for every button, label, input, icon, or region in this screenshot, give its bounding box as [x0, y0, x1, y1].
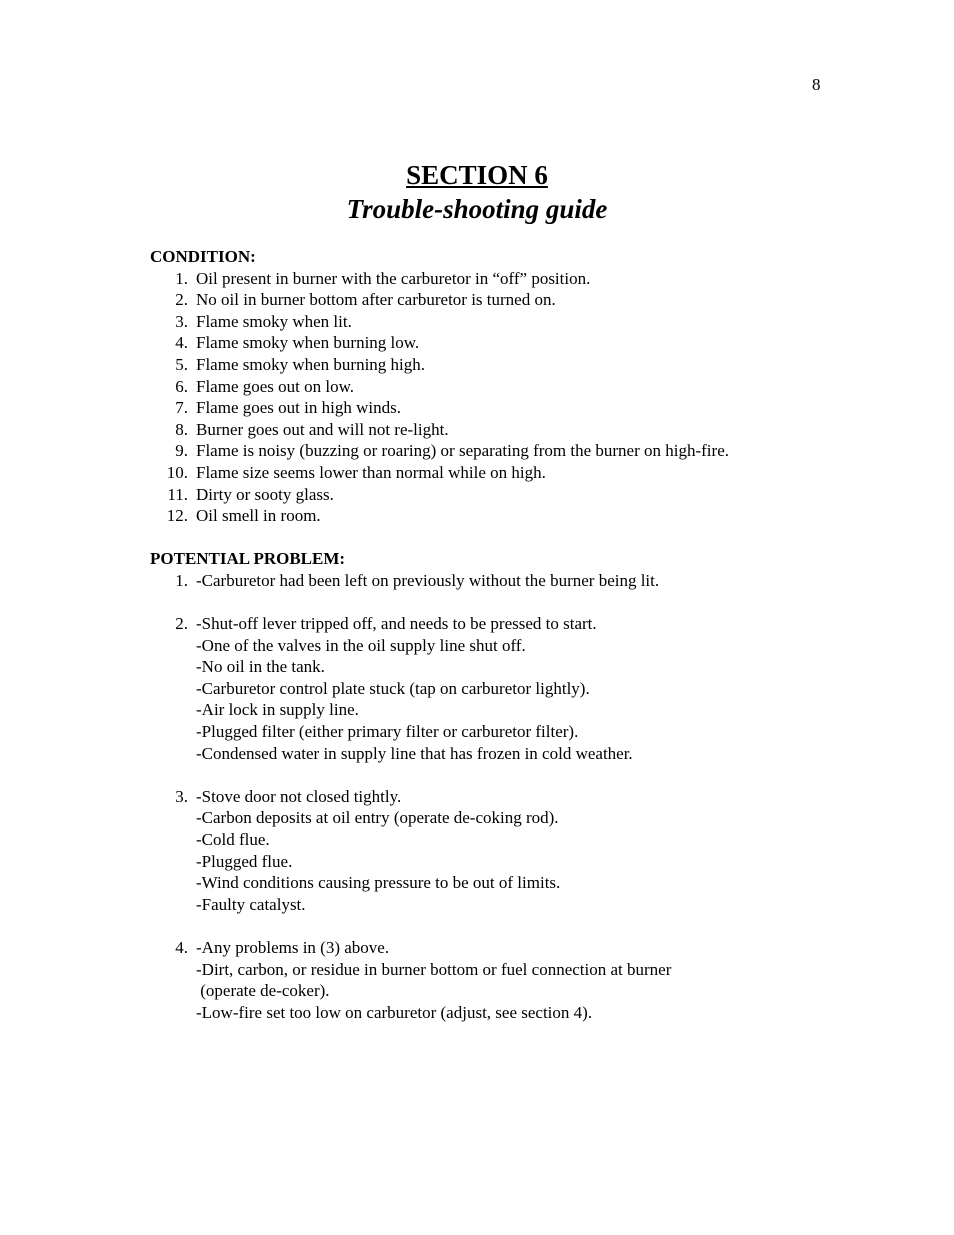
document-body — [150, 246, 850, 1023]
condition-item-text: Oil present in burner with the carburetor in “off” position. — [196, 268, 591, 288]
condition-item-text: Flame smoky when burning high. — [196, 354, 426, 374]
condition-item-number: 9. — [175, 441, 188, 461]
condition-item-text: No oil in burner bottom after carburetor is turned on. — [196, 290, 556, 310]
problem-text: -Stove door not closed tightly. — [196, 786, 402, 806]
problem-text: -Shut-off lever tripped off, and needs to be pressed to start. — [196, 614, 597, 634]
problem-group — [150, 786, 850, 916]
problem-line — [150, 678, 850, 700]
problem-number: 1. — [175, 570, 188, 590]
condition-item — [150, 332, 850, 354]
problem-line — [150, 743, 850, 765]
problem-number: 3. — [175, 786, 188, 806]
potential-problem-list — [150, 570, 850, 1023]
condition-item — [150, 484, 850, 506]
problem-line — [150, 872, 850, 894]
condition-item-number: 10. — [166, 462, 188, 482]
problem-line — [150, 959, 850, 981]
problem-line — [150, 1002, 850, 1024]
problem-text: -Faulty catalyst. — [196, 894, 306, 914]
problem-line — [150, 851, 850, 873]
condition-item — [150, 311, 850, 333]
condition-item-number: 1. — [175, 268, 188, 288]
condition-item-number: 11. — [167, 484, 188, 504]
problem-text: -Carburetor had been left on previously without the burner being lit. — [196, 570, 660, 590]
condition-item — [150, 419, 850, 441]
condition-item — [150, 505, 850, 527]
problem-text: -Carbon deposits at oil entry (operate de-coking rod). — [196, 808, 559, 828]
condition-item-number: 4. — [175, 333, 188, 353]
condition-list — [150, 268, 850, 527]
problem-group — [150, 570, 850, 592]
problem-text: -Plugged filter (either primary filter or carburetor filter). — [196, 722, 579, 742]
problem-text: -Any problems in (3) above. — [196, 938, 390, 957]
problem-line — [150, 980, 850, 1002]
problem-number: 2. — [175, 614, 188, 634]
condition-item-number: 8. — [175, 419, 188, 439]
condition-item-text: Dirty or sooty glass. — [196, 484, 334, 504]
problem-text: -One of the valves in the oil supply line shut off. — [196, 635, 526, 655]
condition-item-number: 5. — [175, 354, 188, 374]
problem-text: -Wind conditions causing pressure to be out of limits. — [196, 873, 561, 893]
spacer — [150, 915, 850, 937]
problem-text: (operate de-coker). — [196, 981, 330, 1001]
condition-item-number: 7. — [175, 398, 188, 418]
condition-item — [150, 376, 850, 398]
condition-item — [150, 289, 850, 311]
condition-item — [150, 354, 850, 376]
condition-item-text: Flame goes out on low. — [196, 376, 355, 396]
condition-item-number: 3. — [175, 311, 188, 331]
condition-item-text: Flame goes out in high winds. — [196, 398, 401, 418]
problem-text: -No oil in the tank. — [196, 657, 325, 677]
problem-text: -Low-fire set too low on carburetor (adjust, see section 4). — [196, 1002, 593, 1022]
page-number: 8 — [812, 75, 821, 94]
problem-line — [150, 699, 850, 721]
title-block — [0, 158, 954, 226]
problem-line — [150, 721, 850, 743]
spacer — [150, 527, 850, 549]
condition-item-text: Flame size seems lower than normal while on high. — [196, 462, 546, 482]
condition-item — [150, 268, 850, 290]
condition-item-text: Flame smoky when burning low. — [196, 333, 420, 353]
problem-text: -Plugged flue. — [196, 851, 293, 871]
condition-item-text: Oil smell in room. — [196, 506, 321, 526]
condition-item — [150, 462, 850, 484]
potential-problem-heading: POTENTIAL PROBLEM: — [150, 549, 346, 569]
spacer — [150, 592, 850, 614]
condition-item-text: Flame is noisy (buzzing or roaring) or separating from the burner on high-fire. — [196, 441, 729, 461]
section-title: SECTION 6 — [406, 160, 548, 190]
problem-line — [150, 894, 850, 916]
problem-line — [150, 786, 850, 808]
problem-text: -Carburetor control plate stuck (tap on carburetor lightly). — [196, 678, 590, 698]
condition-item-text: Flame smoky when lit. — [196, 311, 352, 331]
condition-item-number: 12. — [166, 506, 188, 526]
problem-line — [150, 635, 850, 657]
problem-line — [150, 829, 850, 851]
problem-text: -Condensed water in supply line that has frozen in cold weather. — [196, 743, 633, 763]
condition-item-text: Burner goes out and will not re-light. — [196, 419, 449, 439]
problem-group — [150, 613, 850, 764]
problem-text: -Air lock in supply line. — [196, 700, 359, 720]
problem-text: -Cold flue. — [196, 830, 270, 850]
spacer — [150, 764, 850, 786]
condition-item — [150, 440, 850, 462]
problem-line — [150, 937, 850, 959]
problem-group — [150, 937, 850, 1023]
problem-line — [150, 656, 850, 678]
problem-number: 4. — [175, 938, 188, 957]
condition-item-number: 2. — [175, 290, 188, 310]
problem-line — [150, 807, 850, 829]
condition-item — [150, 397, 850, 419]
condition-heading: CONDITION: — [150, 247, 256, 266]
problem-line — [150, 570, 850, 592]
section-subtitle: Trouble-shooting guide — [346, 194, 608, 224]
condition-item-number: 6. — [175, 376, 188, 396]
problem-line — [150, 613, 850, 635]
problem-text: -Dirt, carbon, or residue in burner bottom or fuel connection at burner — [196, 959, 672, 979]
